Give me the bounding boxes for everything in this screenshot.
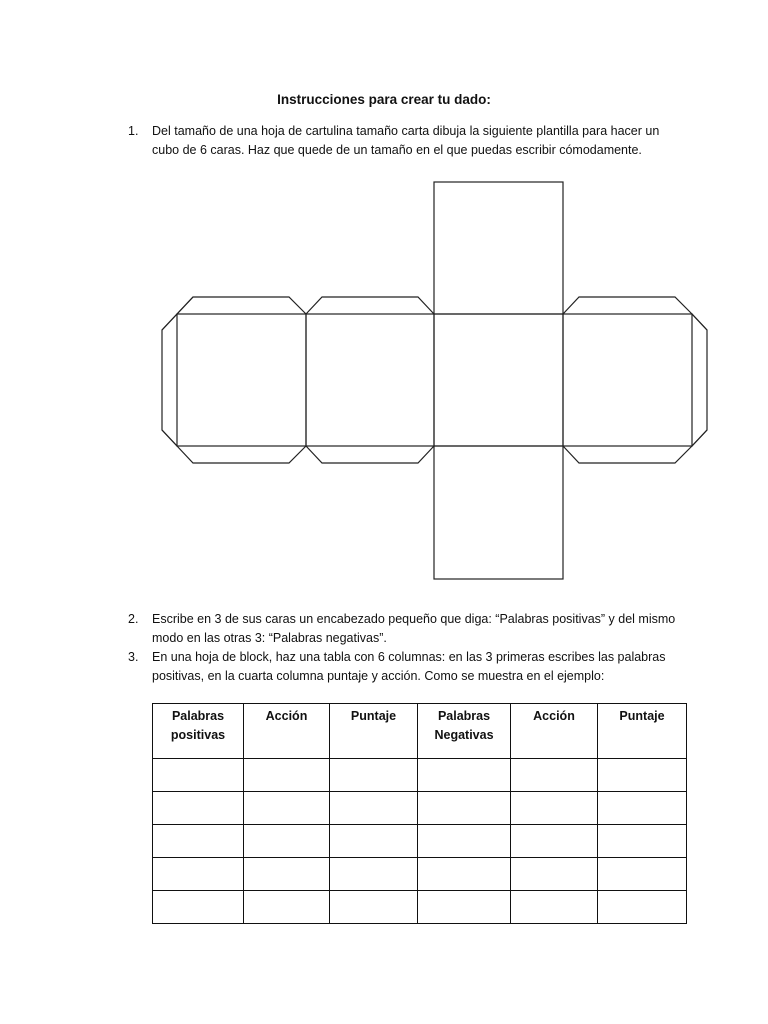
table-cell bbox=[244, 792, 330, 825]
header-accion bbox=[244, 704, 330, 759]
glue-tab-bottom-right bbox=[563, 446, 692, 463]
cube-face-center-left bbox=[306, 314, 434, 446]
cube-face-right bbox=[563, 314, 692, 446]
table-cell bbox=[418, 891, 511, 924]
table-cell bbox=[598, 792, 687, 825]
table-cell bbox=[330, 792, 418, 825]
step-text: En una hoja de block, haz una tabla con 6 columnas: en las 3 primeras escribes las palabras positivas, en la cuarta columna puntaje y acción. Como se muestra en el ejemplo: bbox=[152, 650, 666, 683]
table-cell bbox=[244, 891, 330, 924]
table-cell bbox=[330, 858, 418, 891]
instruction-step-2 bbox=[128, 610, 688, 648]
table-cell bbox=[418, 792, 511, 825]
header-line: Acción bbox=[533, 709, 575, 723]
step-text: Escribe en 3 de sus caras un encabezado pequeño que diga: “Palabras positivas” y del mismo modo en las otras 3: “Palabras negativas”. bbox=[152, 612, 676, 645]
instruction-step-3 bbox=[128, 648, 688, 686]
example-words-table bbox=[152, 703, 687, 924]
header-line: Palabras bbox=[437, 709, 491, 723]
table-cell bbox=[330, 825, 418, 858]
header-palabras-positivas bbox=[153, 704, 244, 759]
glue-tab-top-right bbox=[563, 297, 692, 314]
glue-tab-bottom-left bbox=[177, 446, 306, 463]
table-cell bbox=[244, 759, 330, 792]
glue-tab-top-left bbox=[177, 297, 306, 314]
table-cell bbox=[330, 759, 418, 792]
table-cell bbox=[511, 759, 598, 792]
page-title: Instrucciones para crear tu dado: bbox=[277, 92, 491, 107]
table-header-row bbox=[153, 704, 687, 759]
table-cell bbox=[153, 825, 244, 858]
header-line: Acción bbox=[265, 709, 308, 723]
table-cell bbox=[153, 891, 244, 924]
table-cell bbox=[418, 858, 511, 891]
table-cell bbox=[598, 858, 687, 891]
table-row bbox=[153, 792, 687, 825]
table-cell bbox=[598, 891, 687, 924]
table-row bbox=[153, 825, 687, 858]
cube-face-top bbox=[434, 182, 563, 314]
header-puntaje bbox=[330, 704, 418, 759]
table-row bbox=[153, 858, 687, 891]
table-cell bbox=[598, 825, 687, 858]
step-number: 1. bbox=[128, 124, 139, 138]
table-row bbox=[153, 759, 687, 792]
table-body bbox=[153, 759, 687, 924]
table-cell bbox=[418, 825, 511, 858]
cube-face-left bbox=[177, 314, 306, 446]
header-line: Puntaje bbox=[619, 709, 665, 723]
header-line: positivas bbox=[170, 728, 226, 742]
table-cell bbox=[153, 792, 244, 825]
step-number: 3. bbox=[128, 650, 139, 664]
header-line: Puntaje bbox=[350, 709, 397, 723]
cube-face-center bbox=[434, 314, 563, 446]
table-cell bbox=[418, 759, 511, 792]
header-palabras-negativas bbox=[418, 704, 511, 759]
table-row bbox=[153, 891, 687, 924]
step-text: Del tamaño de una hoja de cartulina tamaño carta dibuja la siguiente plantilla para hacer un cubo de 6 caras. Haz que quede de un tamaño en el que puedas escribir cómodamente. bbox=[152, 124, 660, 157]
table-cell bbox=[153, 759, 244, 792]
glue-tab-far-right bbox=[692, 314, 707, 446]
glue-tab-bottom-center-left bbox=[306, 446, 434, 463]
table-cell bbox=[511, 825, 598, 858]
table-cell bbox=[598, 759, 687, 792]
header-puntaje-2 bbox=[598, 704, 687, 759]
header-accion-2 bbox=[511, 704, 598, 759]
table-cell bbox=[511, 792, 598, 825]
header-line: Palabras bbox=[171, 709, 225, 723]
table-cell bbox=[244, 825, 330, 858]
header-line: Negativas bbox=[434, 728, 494, 742]
cube-face-bottom bbox=[434, 446, 563, 579]
table-cell bbox=[153, 858, 244, 891]
table-cell bbox=[244, 858, 330, 891]
glue-tab-top-center-left bbox=[306, 297, 434, 314]
table-cell bbox=[330, 891, 418, 924]
table-cell bbox=[511, 858, 598, 891]
step-number: 2. bbox=[128, 612, 139, 626]
table-cell bbox=[511, 891, 598, 924]
glue-tab-far-left bbox=[162, 314, 177, 446]
